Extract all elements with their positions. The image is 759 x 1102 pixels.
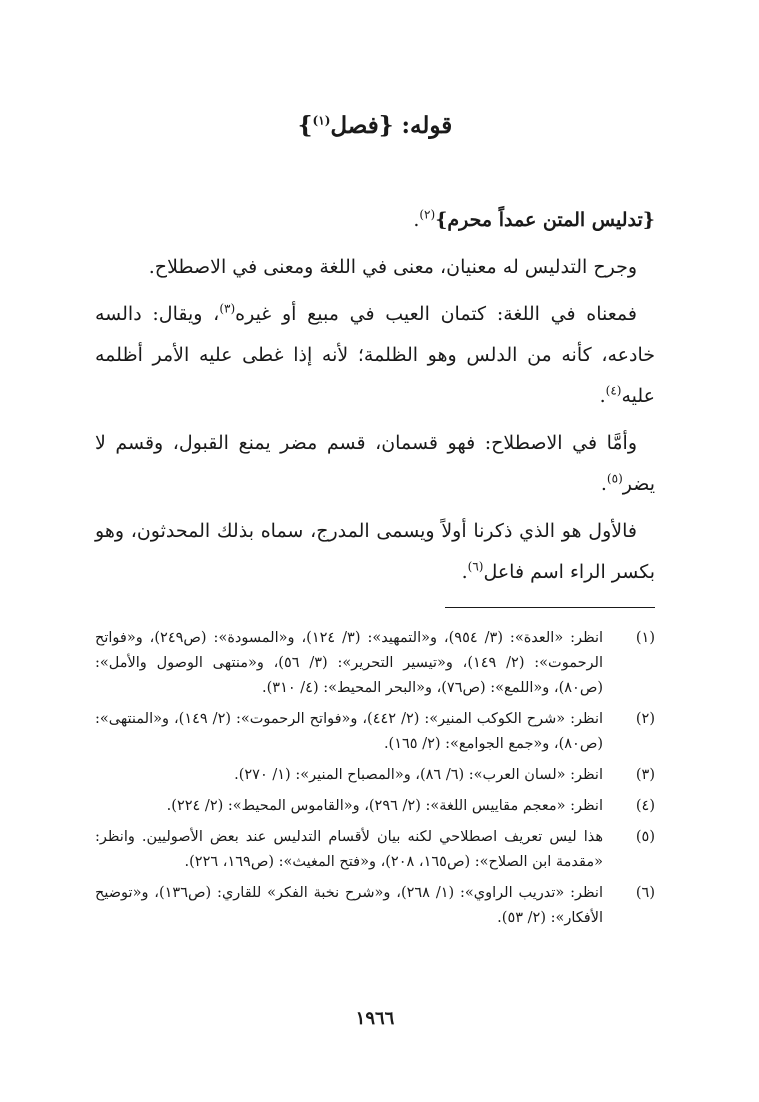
footnote-number: (١) <box>635 630 655 646</box>
footnote-item <box>95 763 655 788</box>
paragraph-2: وجرح التدليس له معنيان، معنى في اللغة ومعنى في الاصطلاح. <box>148 256 637 278</box>
footnote-item <box>95 794 655 819</box>
footnote-number: (٦) <box>635 885 655 901</box>
paragraph-1: {تدليس المتن عمداً محرم}$^{(٢)}$. <box>413 207 655 231</box>
section-heading <box>95 112 655 139</box>
footnote-text: انظر: «شرح الكوكب المنير»: (٢/ ٤٤٢)، و«فواتح الرحموت»: (٢/ ١٤٩)، و«المنتهى»: (ص٨٠)، و«جمع الجوامع»: (٢/ ١٦٥). <box>95 711 604 752</box>
footnote-item <box>95 707 655 757</box>
footnote-number: (٤) <box>635 798 655 814</box>
footnote-separator <box>445 607 655 608</box>
bold-lead-text: {تدليس المتن عمداً محرم} <box>435 209 655 231</box>
footnote-text: انظر: «تدريب الراوي»: (١/ ٢٦٨)، و«شرح نخبة الفكر» للقاري: (ص١٣٦)، و«توضيح الأفكار»: (٢/ ٥٣). <box>95 885 603 926</box>
footnotes-list <box>95 626 655 937</box>
footnote-text: هذا ليس تعريف اصطلاحي لكنه بيان لأقسام التدليس عند بعض الأصوليين. وانظر: «مقدمة ابن الصلاح»: (ص١٦٥، ٢٠٨)، و«فتح المغيث»: (ص١٦٩، ٢٢٦). <box>95 829 603 870</box>
footnote-ref-5[interactable]: (٥) <box>606 471 623 486</box>
paragraph-3: فمعناه في اللغة: كتمان العيب في مبيع أو غيره$^{(٣)}$، ويقال: دالسه خادعه، كأنه من الدلس وهو الظلمة؛ لأنه إذا غطى عليه الأمر أظلمه عليه$^{(٤)}$. <box>95 301 655 407</box>
footnote-item <box>95 825 655 875</box>
footnote-item <box>95 626 655 701</box>
body-text <box>95 200 655 599</box>
footnote-text: انظر: «معجم مقاييس اللغة»: (٢/ ٢٩٦)، و«القاموس المحيط»: (٢/ ٢٢٤). <box>166 798 603 814</box>
page-number: ١٩٦٦ <box>355 1008 395 1029</box>
footnote-item <box>95 881 655 931</box>
footnote-ref-6[interactable]: (٦) <box>467 559 484 574</box>
document-page <box>95 0 655 1102</box>
heading-footnote-ref[interactable]: (١) <box>312 113 331 128</box>
footnote-number: (٣) <box>635 767 655 783</box>
footnote-ref-4[interactable]: (٤) <box>605 383 622 398</box>
footnote-ref-2[interactable]: (٢) <box>419 207 436 222</box>
heading-close-brace: } <box>297 112 313 139</box>
heading-text: قوله: {فصل <box>330 112 453 139</box>
footnote-text: انظر: «العدة»: (٣/ ٩٥٤)، و«التمهيد»: (٣/ ١٢٤)، و«المسودة»: (ص٢٤٩)، و«فواتح الرحموت»: (٢/ ١٤٩)، و«تيسير التحرير»: (٣/ ٥٦)، و«منتهى الوصول والأمل»: (ص٨٠)، و«اللمع»: (ص٧٦)، و«البحر المحيط»: (٤/ ٣١٠). <box>95 630 604 696</box>
footnote-text: انظر: «لسان العرب»: (٦/ ٨٦)، و«المصباح المنير»: (١/ ٢٧٠). <box>234 767 603 783</box>
footnote-number: (٥) <box>635 829 655 845</box>
footnote-number: (٢) <box>635 711 655 727</box>
paragraph-5: فالأول هو الذي ذكرنا أولاً ويسمى المدرج، سماه بذلك المحدثون، وهو بكسر الراء اسم فاعل$^{(٦)}$. <box>95 520 655 583</box>
footnote-ref-3[interactable]: (٣) <box>219 301 236 316</box>
paragraph-4: وأمَّا في الاصطلاح: فهو قسمان، قسم مضر يمنع القبول، وقسم لا يضر$^{(٥)}$. <box>95 432 655 495</box>
